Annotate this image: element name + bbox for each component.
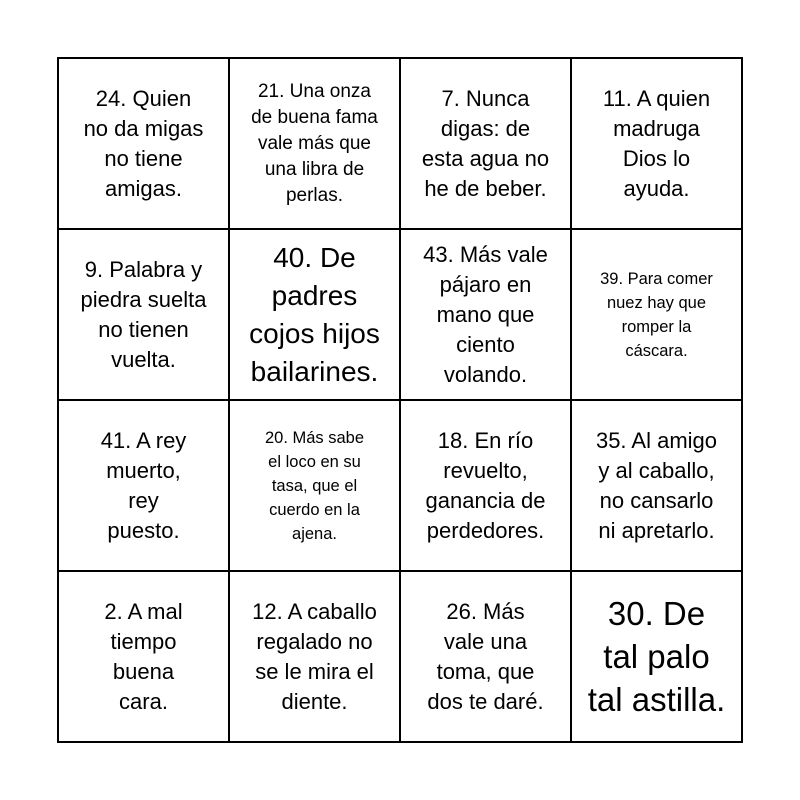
bingo-cell [58, 571, 229, 742]
bingo-cell [229, 229, 400, 400]
bingo-cell [400, 229, 571, 400]
cell-text: 20. Más sabe el loco en su tasa, que el cuerdo en la ajena. [264, 428, 365, 543]
bingo-cell [400, 400, 571, 571]
cell-text: 26. Más vale una toma, que dos te daré. [427, 598, 544, 714]
bingo-cell [571, 400, 742, 571]
cell-text: 7. Nunca digas: de esta agua no he de beber. [421, 85, 550, 201]
cell-text: 12. A caballo regalado no se le mira el diente. [252, 598, 377, 714]
bingo-cell [400, 571, 571, 742]
bingo-cell [571, 58, 742, 229]
bingo-cell [571, 571, 742, 742]
cell-text: 18. En río revuelto, ganancia de perdedores. [425, 427, 546, 543]
bingo-cell [229, 58, 400, 229]
cell-text: 39. Para comer nuez hay que romper la cáscara. [600, 269, 713, 360]
bingo-cell [58, 400, 229, 571]
bingo-cell [400, 58, 571, 229]
bingo-cell [571, 229, 742, 400]
bingo-card [57, 57, 743, 743]
bingo-cell [58, 58, 229, 229]
cell-text: 30. De tal palo tal astilla. [587, 595, 726, 718]
bingo-cell [229, 400, 400, 571]
cell-text: 40. De padres cojos hijos bailarines. [249, 241, 380, 387]
cell-text: 43. Más vale pájaro en mano que ciento volando. [423, 241, 548, 387]
cell-text: 24. Quien no da migas no tiene amigas. [83, 85, 204, 201]
cell-text: 2. A mal tiempo buena cara. [104, 598, 183, 714]
cell-text: 21. Una onza de buena fama vale más que una libra de perlas. [251, 80, 378, 206]
cell-text: 11. A quien madruga Dios lo ayuda. [602, 85, 711, 201]
bingo-cell [58, 229, 229, 400]
bingo-cell [229, 571, 400, 742]
cell-text: 35. Al amigo y al caballo, no cansarlo ni apretarlo. [595, 427, 718, 543]
cell-text: 41. A rey muerto, rey puesto. [100, 427, 187, 543]
cell-text: 9. Palabra y piedra suelta no tienen vuelta. [80, 256, 207, 372]
